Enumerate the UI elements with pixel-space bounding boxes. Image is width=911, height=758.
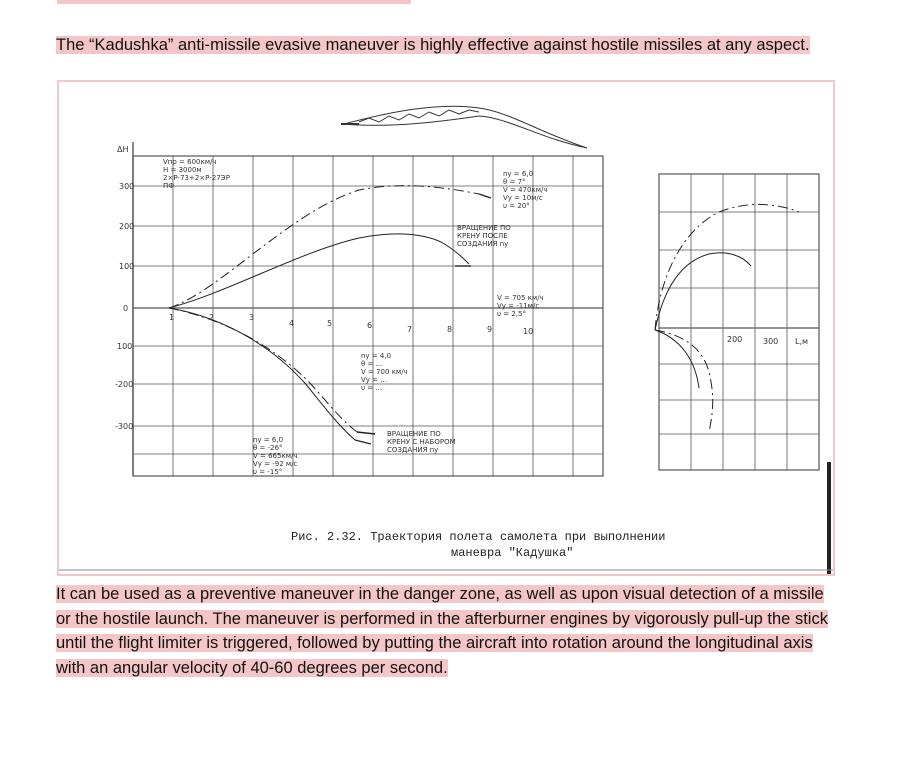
x-tick: 7 [407, 325, 413, 334]
trajectories-main [169, 186, 491, 444]
note-line: nу = 6,0 [503, 170, 534, 178]
note-lower-left [253, 436, 298, 476]
body-paragraph [56, 582, 836, 680]
y-tick: -200 [115, 380, 134, 389]
figure-caption-line2: маневра "Кадушка" [451, 546, 574, 560]
note-line: nу = 4,0 [361, 352, 392, 360]
x-tick: 300 [763, 337, 779, 346]
note-line: Vпр = 600км/ч [163, 158, 217, 166]
note-line: СОЗДАНИЯ nу [457, 240, 509, 248]
note-mid [497, 294, 544, 318]
note-line: КРЕНУ С НАБОРОМ [387, 438, 456, 446]
note-line: V = 470км/ч [503, 186, 548, 194]
note-line: H = 3000м [163, 166, 202, 174]
x-tick: 1 [169, 313, 175, 322]
note-line: nу = 6,0 [253, 436, 284, 444]
y-tick-labels [115, 182, 134, 431]
y-tick: 200 [119, 222, 135, 231]
figure-caption-line1: Рис. 2.32. Траектория полета самолета при выполнении [291, 530, 666, 544]
note-rotation-lower [387, 430, 456, 454]
y-tick: 100 [117, 342, 133, 351]
intro-paragraph-text: The “Kadushka” anti-missile evasive maneuver is highly effective against hostile missiles at any aspect. [56, 36, 810, 54]
note-line: ВРАЩЕНИЕ ПО [387, 430, 441, 438]
x-tick: 5 [327, 319, 333, 328]
note-line: υ = 20° [503, 202, 530, 210]
y-tick: 100 [119, 262, 135, 271]
y-tick: 0 [123, 304, 129, 313]
note-upper [503, 170, 547, 210]
x-tick: 4 [289, 319, 295, 328]
note-lower-center [361, 352, 408, 392]
x-axis-unit: L,м [795, 337, 809, 346]
trajectories-right [655, 204, 799, 432]
maneuver-figure [57, 80, 835, 576]
scan-edge [827, 462, 831, 574]
note-line: Vу = -11м/с [497, 302, 540, 310]
note-line: θ = ... [361, 360, 383, 368]
note-line: СОЗДАНИЯ nу [387, 446, 439, 454]
body-paragraph-text: It can be used as a preventive maneuver in the danger zone, as well as upon visual detection of a missile or the hostile launch. The maneuver is performed in the afterburner engines by vigorously pull-up the stick until the flight limiter is triggered, followed by putting the aircraft into rotation around the longitudinal axis with an angular velocity of 40-60 degrees per second. [56, 585, 828, 677]
x-tick: 2 [209, 313, 215, 322]
highlight-bar [57, 0, 411, 4]
x-tick: 8 [447, 325, 453, 334]
note-initial [163, 158, 230, 190]
y-tick: 300 [119, 182, 135, 191]
intro-paragraph [56, 33, 836, 58]
note-line: ПФ [163, 182, 175, 190]
right-grid [659, 174, 819, 470]
note-line: θ = 7° [503, 178, 526, 186]
x-tick: 9 [487, 325, 493, 334]
x-tick: 3 [249, 313, 255, 322]
y-tick: -300 [115, 422, 134, 431]
note-line: V = 705 км/ч [497, 294, 544, 302]
aircraft-silhouette [341, 106, 587, 148]
right-x-tick-labels [727, 335, 808, 346]
note-line: ВРАЩЕНИЕ ПО [457, 224, 511, 232]
note-line: Vу = ... [361, 376, 387, 384]
y-axis-label: ΔН [117, 145, 129, 154]
note-line: υ = -15° [253, 468, 283, 476]
note-line: V = 665км/ч [253, 452, 298, 460]
note-rotation-upper [457, 224, 511, 248]
note-line: θ = -26° [253, 444, 283, 452]
x-tick: 10 [523, 327, 534, 336]
x-tick: 6 [367, 321, 373, 330]
note-line: υ = 2,5° [497, 310, 526, 318]
trajectory-diagram [59, 82, 833, 574]
note-line: V = 700 км/ч [361, 368, 408, 376]
note-line: Vу = -92 м/с [253, 460, 298, 468]
x-tick: 200 [727, 335, 743, 344]
note-line: υ = ... [361, 384, 383, 392]
note-line: КРЕНУ ПОСЛЕ [457, 232, 508, 240]
note-line: 2×Р-73+2×Р-27ЭР [163, 174, 230, 182]
note-line: Vу = 10м/с [503, 194, 543, 202]
